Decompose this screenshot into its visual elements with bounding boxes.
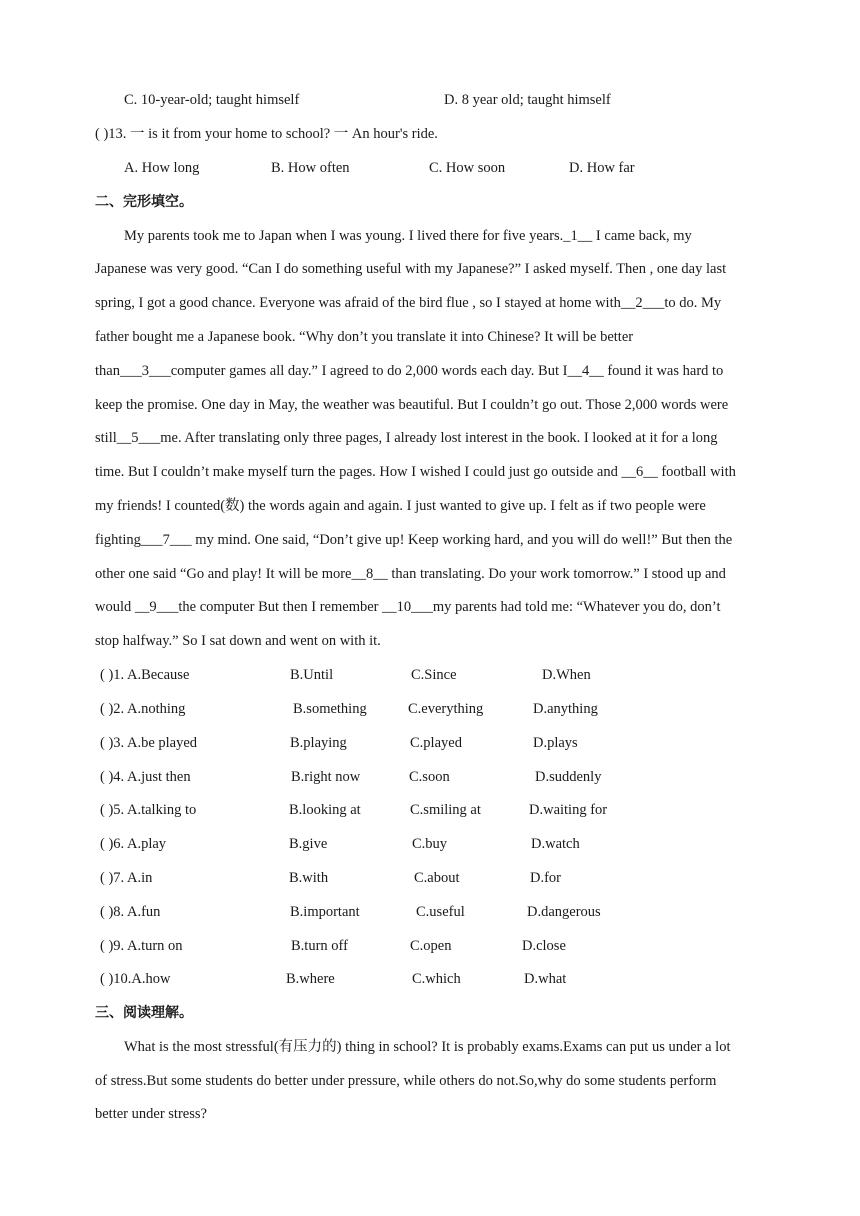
cloze-passage-line: My parents took me to Japan when I was young. I lived there for five years._1__ I came back, my xyxy=(124,228,692,244)
cloze-q5-a: ( )5. A.talking to xyxy=(100,802,197,818)
cloze-q2-c: C.everything xyxy=(408,701,484,717)
cloze-q1-b: B.Until xyxy=(290,667,334,683)
cloze-q5-c: C.smiling at xyxy=(410,802,481,818)
cloze-q2-a: ( )2. A.nothing xyxy=(100,701,186,717)
cloze-q9-b: B.turn off xyxy=(291,938,348,954)
cloze-q9-d: D.close xyxy=(522,938,566,954)
cloze-q6-d: D.watch xyxy=(531,836,580,852)
cloze-q1-a: ( )1. A.Because xyxy=(100,667,190,683)
cloze-q5-b: B.looking at xyxy=(289,802,361,818)
cloze-q5-d: D.waiting for xyxy=(529,802,608,818)
cloze-passage-line: time. But I couldn’t make myself turn the pages. How I wished I could just go outside and __6__ football with xyxy=(95,464,736,480)
cloze-q7-d: D.for xyxy=(530,870,562,886)
cloze-q10-d: D.what xyxy=(524,971,567,987)
option-c-q13: C. How soon xyxy=(429,160,506,176)
cloze-passage-line: other one said “Go and play! It will be more__8__ than translating. Do your work tomorrow.” I stood up and xyxy=(95,566,726,582)
cloze-q4-a: ( )4. A.just then xyxy=(100,769,191,785)
reading-passage-line: better under stress? xyxy=(95,1106,207,1122)
cloze-q7-a: ( )7. A.in xyxy=(100,870,153,886)
cloze-passage-line: my friends! I counted(数) the words again and again. I just wanted to give up. I felt as if two people were xyxy=(95,498,706,514)
cloze-q8-c: C.useful xyxy=(416,904,465,920)
cloze-q10-c: C.which xyxy=(412,971,461,987)
cloze-passage-line: fighting___7___ my mind. One said, “Don’t give up! Keep working hard, and you will do well!” But then the xyxy=(95,532,733,548)
section-3-title: 三、阅读理解。 xyxy=(95,1005,193,1021)
cloze-q3-d: D.plays xyxy=(533,735,578,751)
cloze-q7-b: B.with xyxy=(289,870,329,886)
option-a-q13: A. How long xyxy=(124,160,200,176)
cloze-q3-a: ( )3. A.be played xyxy=(100,735,198,751)
cloze-q8-a: ( )8. A.fun xyxy=(100,904,161,920)
option-c-q12: C. 10-year-old; taught himself xyxy=(124,92,300,108)
cloze-q4-c: C.soon xyxy=(409,769,450,785)
cloze-q4-d: D.suddenly xyxy=(535,769,602,785)
cloze-q9-c: C.open xyxy=(410,938,452,954)
cloze-q6-c: C.buy xyxy=(412,836,448,852)
cloze-q4-b: B.right now xyxy=(291,769,361,785)
cloze-q1-c: C.Since xyxy=(411,667,457,683)
cloze-q3-c: C.played xyxy=(410,735,462,751)
cloze-q8-b: B.important xyxy=(290,904,360,920)
cloze-q8-d: D.dangerous xyxy=(527,904,601,920)
section-2-title: 二、完形填空。 xyxy=(95,194,193,210)
cloze-q9-a: ( )9. A.turn on xyxy=(100,938,183,954)
cloze-passage-line: than___3___computer games all day.” I agreed to do 2,000 words each day. But I__4__ found it was hard to xyxy=(95,363,724,379)
cloze-passage-line: spring, I got a good chance. Everyone was afraid of the bird flue , so I stayed at home with__2___to do. My xyxy=(95,295,722,311)
cloze-q2-b: B.something xyxy=(293,701,367,717)
cloze-passage-line: still__5___me. After translating only three pages, I already lost interest in the book. I looked at it for a long xyxy=(95,430,718,446)
cloze-passage-line: father bought me a Japanese book. “Why don’t you translate it into Chinese? It will be better xyxy=(95,329,634,345)
reading-passage-line: of stress.But some students do better under pressure, while others do not.So,why do some students perform xyxy=(95,1073,717,1089)
cloze-q1-d: D.When xyxy=(542,667,591,683)
cloze-q7-c: C.about xyxy=(414,870,460,886)
cloze-passage-line: would __9___the computer But then I remember __10___my parents had told me: “Whatever you do, don’t xyxy=(95,599,721,615)
reading-passage-line: What is the most stressful(有压力的) thing in school? It is probably exams.Exams can put us under a lot xyxy=(124,1039,731,1055)
cloze-passage-line: stop halfway.” So I sat down and went on with it. xyxy=(95,633,381,649)
option-d-q13: D. How far xyxy=(569,160,635,176)
cloze-passage-line: Japanese was very good. “Can I do something useful with my Japanese?” I asked myself. Then , one day last xyxy=(95,261,727,277)
option-b-q13: B. How often xyxy=(271,160,350,176)
cloze-passage-line: keep the promise. One day in May, the weather was beautiful. But I couldn’t go out. Those 2,000 words were xyxy=(95,397,729,413)
question-13-stem: ( )13. 一 is it from your home to school? 一 An hour's ride. xyxy=(95,126,438,142)
cloze-q6-a: ( )6. A.play xyxy=(100,836,167,852)
option-d-q12: D. 8 year old; taught himself xyxy=(444,92,611,108)
cloze-q10-a: ( )10.A.how xyxy=(100,971,171,987)
cloze-q2-d: D.anything xyxy=(533,701,598,717)
cloze-q10-b: B.where xyxy=(286,971,335,987)
cloze-q3-b: B.playing xyxy=(290,735,347,751)
cloze-q6-b: B.give xyxy=(289,836,328,852)
